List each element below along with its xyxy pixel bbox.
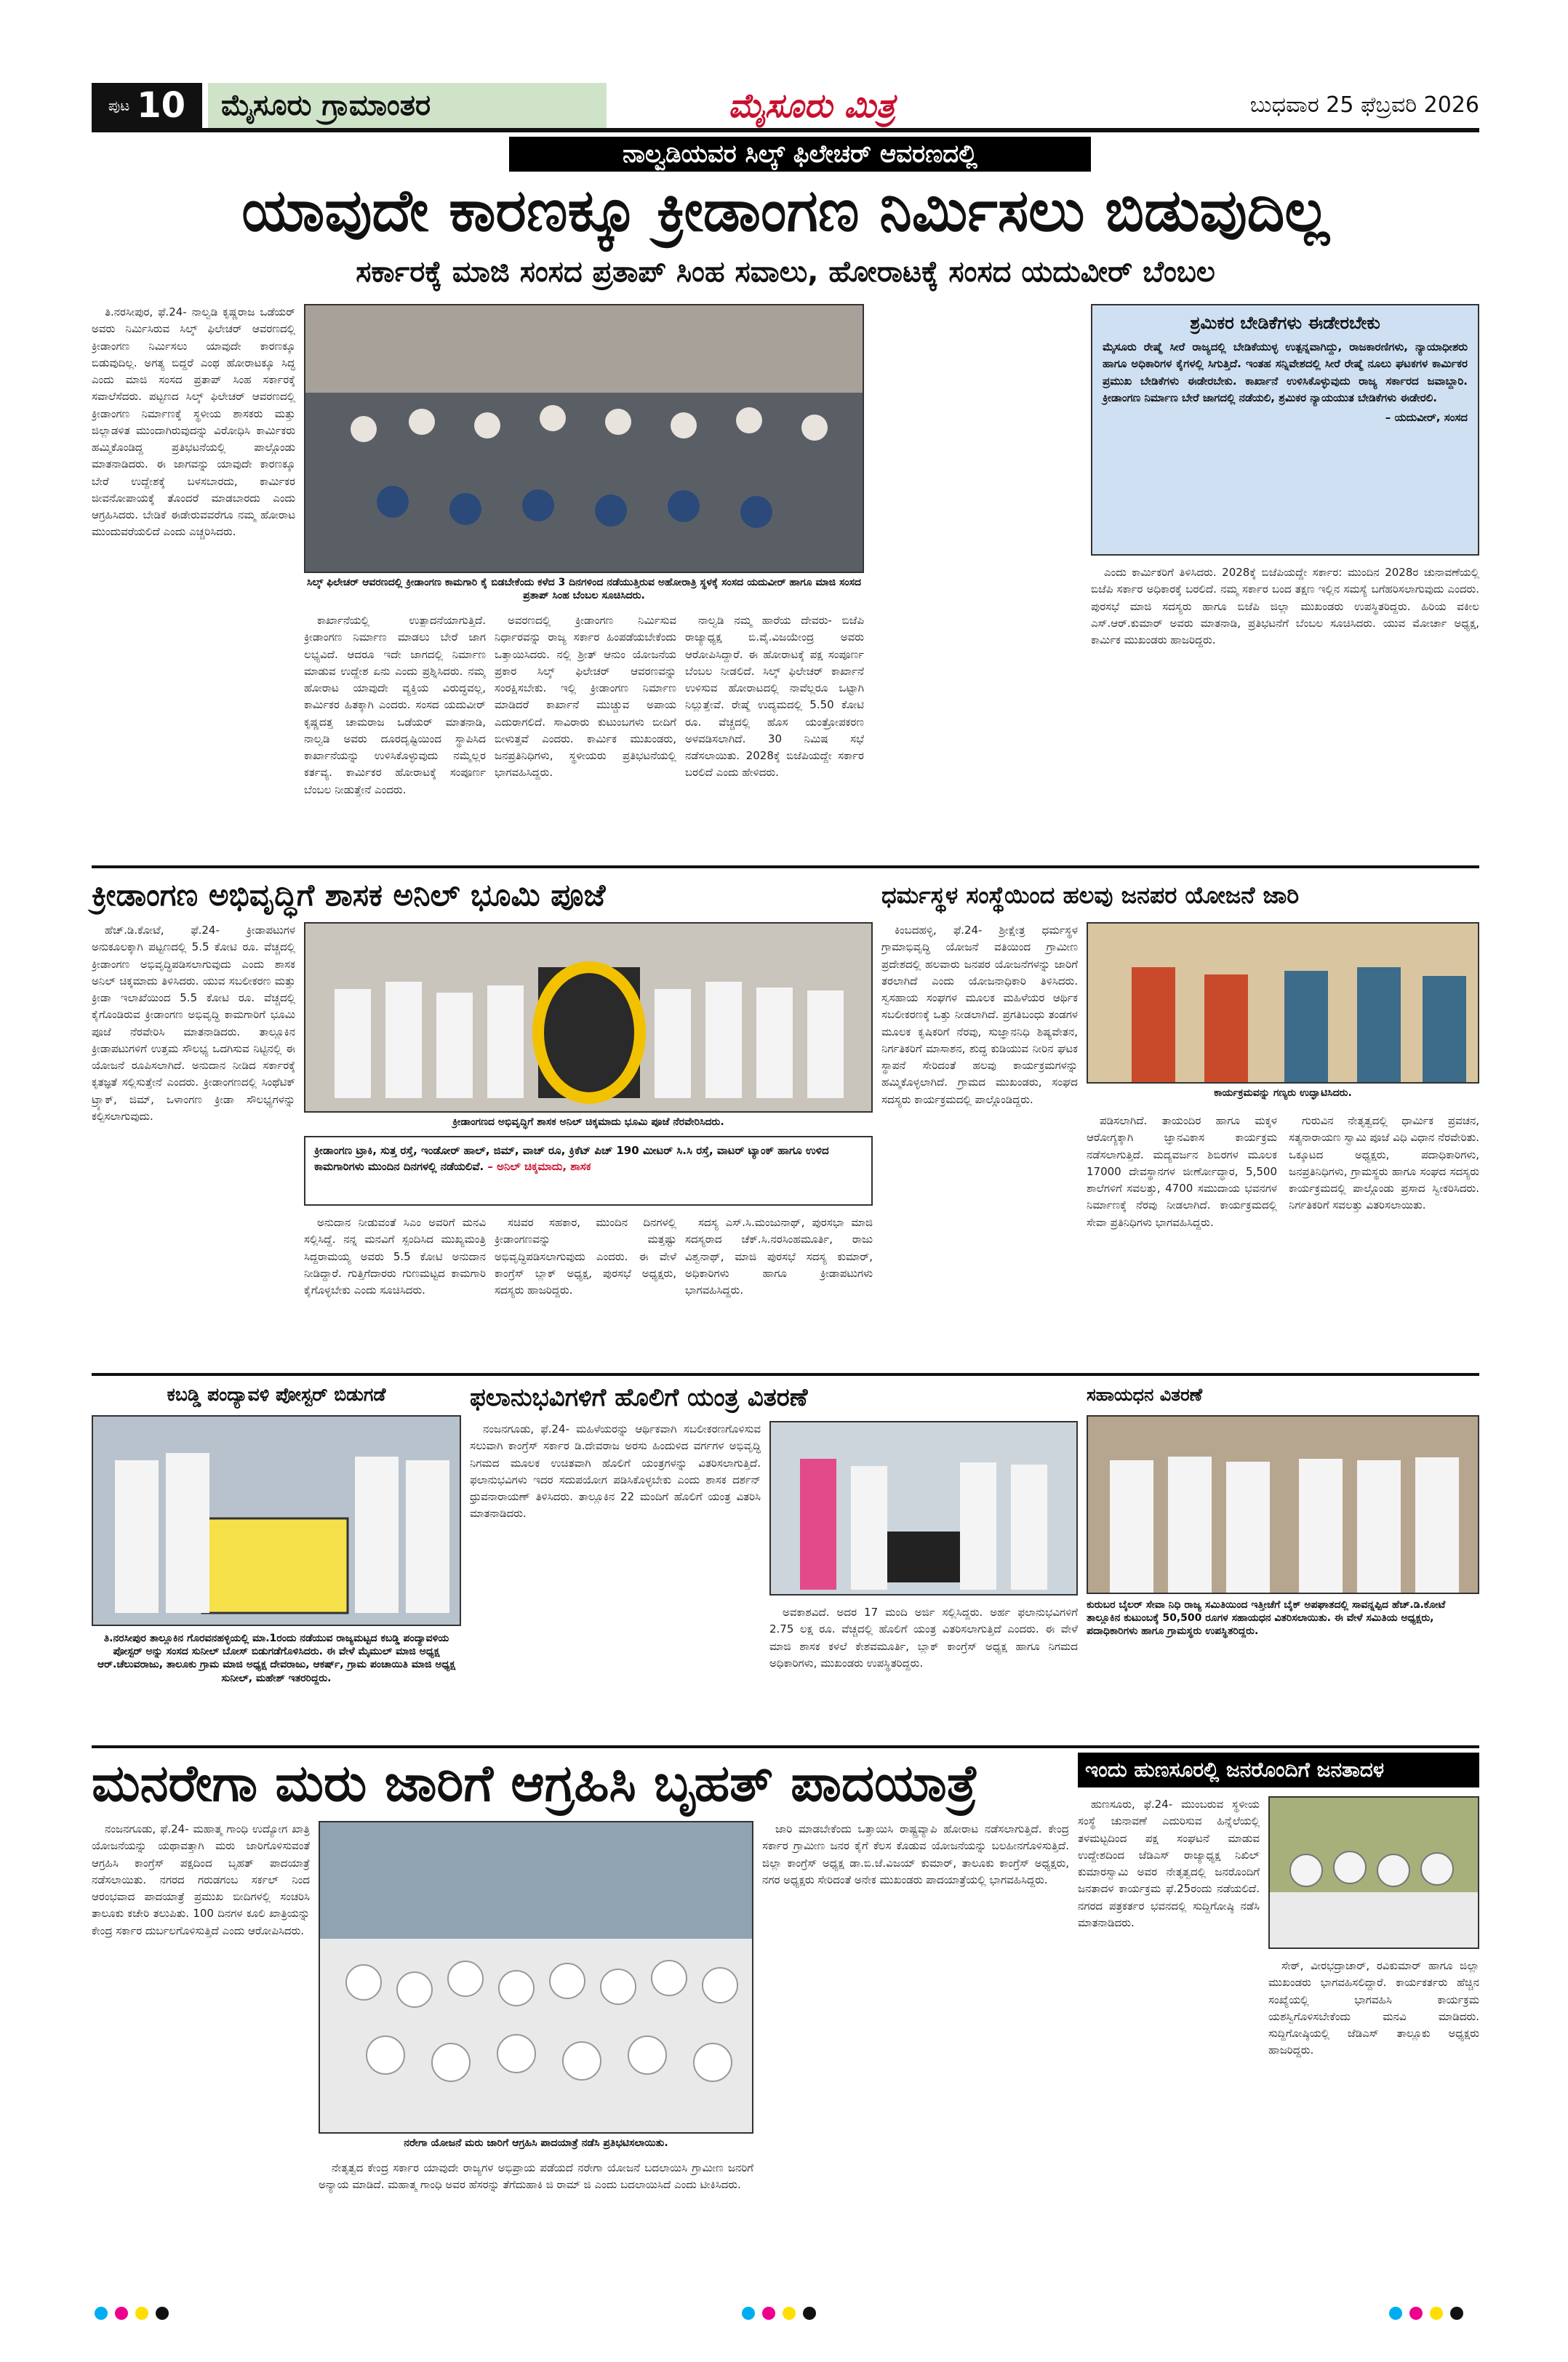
lead-headline: ಯಾವುದೇ ಕಾರಣಕ್ಕೂ ಕ್ರೀಡಾಂಗಣ ನಿರ್ಮಿಸಲು ಬಿಡುವುದಿಲ್ಲ	[241, 177, 1329, 244]
lead-column-1	[92, 304, 295, 857]
sidebar-box	[1091, 304, 1479, 556]
story2-quote-box	[304, 1136, 873, 1206]
story7-photo	[319, 1821, 753, 2134]
story7-body-b: ಜಾರಿ ಮಾಡಬೇಕೆಂದು ಒತ್ತಾಯಿಸಿ ರಾಷ್ಟ್ರವ್ಯಾಪಿ ಹೋರಾಟ ನಡೆಸಲಾಗುತ್ತಿದೆ. ಕೇಂದ್ರ ಸರ್ಕಾರ ಗ್ರಾಮೀಣ ಜನರ ಕೈಗೆ ಕೆಲಸ ಕೊಡುವ ಯೋಜನೆಯನ್ನು ಬಲಹೀನಗೊಳಿಸುತ್ತಿದೆ. ಜಿಲ್ಲಾ ಕಾಂಗ್ರೆಸ್ ಅಧ್ಯಕ್ಷ ಡಾ.ಬಿ.ಜೆ.ವಿಜಯ್ ಕುಮಾರ್, ತಾಲೂಕು ಕಾಂಗ್ರೆಸ್ ಅಧ್ಯಕ್ಷರು, ನಗರ ಅಧ್ಯಕ್ಷರು ಸೇರಿದಂತೆ ಅನೇಕ ಮುಖಂಡರು ಪಾದಯಾತ್ರೆಯಲ್ಲಿ ಭಾಗವಹಿಸಿದ್ದರು.	[762, 1822, 1069, 1886]
page-word: ಪುಟ	[108, 97, 130, 114]
story2-column-2	[304, 1214, 486, 1367]
story5-body-b: ಅವಕಾಶವಿದೆ. ಅದರ 17 ಮಂದಿ ಅರ್ಜಿ ಸಲ್ಲಿಸಿದ್ದರು. ಅರ್ಹ ಫಲಾನುಭವಿಗಳಿಗೆ 2.75 ಲಕ್ಷ ರೂ. ವೆಚ್ಚದಲ್ಲಿ ಹೊಲಿಗೆ ಯಂತ್ರ ವಿತರಿಸಲಾಗುತ್ತಿದೆ ಎಂದರು. ಈ ವೇಳೆ ಮಾಜಿ ಶಾಸಕ ಕಳಲೆ ಕೇಶವಮೂರ್ತಿ, ಬ್ಲಾಕ್ ಕಾಂಗ್ರೆಸ್ ಅಧ್ಯಕ್ಷ ಹಾಗೂ ನಿಗಮದ ಅಧಿಕಾರಿಗಳು, ಮುಖಂಡರು ಉಪಸ್ಥಿತರಿದ್ದರು.	[769, 1606, 1078, 1670]
ceremony-photo-graphic	[1088, 924, 1478, 1082]
registration-marks-left	[95, 2307, 182, 2321]
story8-column-1	[1078, 1796, 1260, 2298]
story5-column-2	[769, 1604, 1078, 1741]
story7-headline: ಮನರೇಗಾ ಮರು ಜಾರಿಗೆ ಆಗ್ರಹಿಸಿ ಬೃಹತ್ ಪಾದಯಾತ್ರೆ	[92, 1753, 978, 1813]
story3-column-3	[1289, 1113, 1479, 1367]
registration-marks-center	[742, 2307, 829, 2321]
sidebar-box-signature: – ಯದುವೀರ್, ಸಂಸದ	[1385, 411, 1468, 424]
cyan-dot	[742, 2307, 755, 2320]
kabaddi-poster-photo-graphic	[93, 1417, 460, 1625]
press-meet-photo-graphic	[1270, 1798, 1478, 1947]
story2-column-4	[685, 1214, 873, 1367]
story2-column-1	[92, 922, 295, 1367]
magenta-dot	[115, 2307, 128, 2320]
lead-body-4: ನಾಲ್ವಡಿ ನಮ್ಮ ಹಾರೆಯ ದೇವರು- ಬಿಜೆಪಿ ರಾಜ್ಯಾಧ್ಯಕ್ಷ ಬಿ.ವೈ.ವಿಜಯೇಂದ್ರ ಅವರು ಆರೋಪಿಸಿದ್ದಾರೆ. ಈ ಹೋರಾಟಕ್ಕೆ ಪಕ್ಷ ಸಂಪೂರ್ಣ ಬೆಂಬಲ ನೀಡಲಿದೆ. ಸಿಲ್ಕ್ ಫಿಲೇಚರ್ ಕಾರ್ಖಾನೆ ಉಳಿಸುವ ಹೋರಾಟದಲ್ಲಿ ನಾವೆಲ್ಲರೂ ಒಟ್ಟಾಗಿ ನಿಲ್ಲುತ್ತೇವೆ. ರೇಷ್ಮೆ ಉದ್ಯಮದಲ್ಲಿ 5.50 ಕೋಟಿ ರೂ. ವೆಚ್ಚದಲ್ಲಿ ಹೊಸ ಯಂತ್ರೋಪಕರಣ ಅಳವಡಿಸಲಾಗಿದೆ. 30 ನಿಮಿಷ ಸಭೆ ನಡೆಸಲಾಯಿತು. 2028ಕ್ಕೆ ಬಿಜೆಪಿಯದ್ದೇ ಸರ್ಕಾರ ಬರಲಿದೆ ಎಂದು ಹೇಳಿದರು.	[685, 614, 864, 780]
sidebar-box-text: ಮೈಸೂರು ರೇಷ್ಮೆ ಸೀರೆ ರಾಜ್ಯದಲ್ಲಿ ಬೇಡಿಕೆಯುಳ್ಳ ಉತ್ಪನ್ನವಾಗಿದ್ದು, ರಾಜಕಾರಣಿಗಳು, ನ್ಯಾಯಾಧೀಶರು ಹಾಗೂ ಅಧಿಕಾರಿಗಳ ಕೈಗಳಲ್ಲಿ ಸಿಗುತ್ತಿದೆ. ಇಂತಹ ಸನ್ನಿವೇಶದಲ್ಲಿ ಸೀರೆ ರೇಷ್ಮೆ ನೂಲು ಘಟಕಗಳ ಕಾರ್ಮಿಕರ ಪ್ರಮುಖ ಬೇಡಿಕೆಗಳು ಈಡೇರಬೇಕು. ಕಾರ್ಖಾನೆ ಉಳಿಸಿಕೊಳ್ಳುವುದು ರಾಜ್ಯ ಸರ್ಕಾರದ ಜವಾಬ್ದಾರಿ. ಕ್ರೀಡಾಂಗಣ ನಿರ್ಮಾಣ ಬೇರೆ ಜಾಗದಲ್ಲಿ ನಡೆಯಲಿ, ಶ್ರಮಿಕರ ನ್ಯಾಯಯುತ ಬೇಡಿಕೆಗಳು ಈಡೇರಲಿ.	[1103, 340, 1468, 404]
black-dot	[803, 2307, 816, 2320]
story3-body-b: ಪಡಿಸಲಾಗಿದೆ. ತಾಯಂದಿರ ಹಾಗೂ ಮಕ್ಕಳ ಆರೋಗ್ಯಕ್ಕಾಗಿ ಜ್ಞಾನವಿಕಾಸ ಕಾರ್ಯಕ್ರಮ ನಡೆಸಲಾಗುತ್ತಿದೆ. ಮದ್ಯವರ್ಜನ ಶಿಬಿರಗಳ ಮೂಲಕ 17000 ದೇವಸ್ಥಾನಗಳ ಜೀರ್ಣೋದ್ಧಾರ, 5,500 ಶಾಲೆಗಳಿಗೆ ಸವಲತ್ತು, 4700 ಸಮುದಾಯ ಭವನಗಳ ನಿರ್ಮಾಣಕ್ಕೆ ನೆರವು ನೀಡಲಾಗಿದೆ. ಕಾರ್ಯಕ್ರಮದಲ್ಲಿ ಸೇವಾ ಪ್ರತಿನಿಧಿಗಳು ಭಾಗವಹಿಸಿದ್ದರು.	[1087, 1114, 1277, 1229]
page-number: 10	[137, 85, 186, 126]
story7-body-c: ನೇತೃತ್ವದ ಕೇಂದ್ರ ಸರ್ಕಾರ ಯಾವುದೇ ರಾಜ್ಯಗಳ ಅಭಿಪ್ರಾಯ ಪಡೆಯದೆ ನರೇಗಾ ಯೋಜನೆ ಬದಲಾಯಿಸಿ ಗ್ರಾಮೀಣ ಜನರಿಗೆ ಅನ್ಯಾಯ ಮಾಡಿದೆ. ಮಹಾತ್ಮ ಗಾಂಧಿ ಅವರ ಹೆಸರನ್ನು ತೆಗೆದುಹಾಕಿ ಜಿ ರಾಮ್ ಜಿ ಎಂದು ಬದಲಾಯಿಸಿದೆ ಎಂದು ಟೀಕಿಸಿದರು.	[319, 2161, 753, 2192]
story6-photo	[1087, 1415, 1479, 1594]
lead-right-column	[1091, 564, 1479, 857]
cyan-dot	[95, 2307, 108, 2320]
story5-column-1	[470, 1421, 761, 1741]
divider	[92, 1373, 1479, 1376]
story4-photo	[92, 1415, 461, 1626]
story8-headline: ಇಂದು ಹುಣಸೂರಲ್ಲಿ ಜನರೊಂದಿಗೆ ಜನತಾದಳ	[1078, 1753, 1479, 1787]
story2-photo	[304, 922, 873, 1113]
story7-column-3	[319, 2160, 753, 2298]
story8-body: ಹುಣಸೂರು, ಫೆ.24- ಮುಂಬರುವ ಸ್ಥಳೀಯ ಸಂಸ್ಥೆ ಚುನಾವಣೆ ಎದುರಿಸುವ ಹಿನ್ನೆಲೆಯಲ್ಲಿ ತಳಮಟ್ಟದಿಂದ ಪಕ್ಷ ಸಂಘಟನೆ ಮಾಡುವ ಉದ್ದೇಶದಿಂದ ಜೆಡಿಎಸ್ ರಾಜ್ಯಾಧ್ಯಕ್ಷ ನಿಖಿಲ್ ಕುಮಾರಸ್ವಾಮಿ ಅವರ ನೇತೃತ್ವದಲ್ಲಿ ಜನರೊಂದಿಗೆ ಜನತಾದಳ ಕಾರ್ಯಕ್ರಮ ಫೆ.25ರಂದು ನಡೆಯಲಿದೆ. ನಗರದ ಪತ್ರಕರ್ತರ ಭವನದಲ್ಲಿ ಸುದ್ದಿಗೋಷ್ಠಿ ನಡೆಸಿ ಮಾತನಾಡಿದರು.	[1078, 1798, 1260, 1929]
story3-photo	[1087, 922, 1479, 1084]
magenta-dot	[1409, 2307, 1423, 2320]
story3-column-1	[881, 922, 1078, 1367]
story7-column-1	[92, 1821, 310, 2298]
story4-caption: ತಿ.ನರಸೀಪುರ ತಾಲ್ಲೂಕಿನ ಗೊರವನಹಳ್ಳಿಯಲ್ಲಿ ಮಾ.1ರಂದು ನಡೆಯುವ ರಾಜ್ಯಮಟ್ಟದ ಕಬಡ್ಡಿ ಪಂದ್ಯಾವಳಿಯ ಪೋಸ್ಟರ್ ಅನ್ನು ಸಂಸದ ಸುನೀಲ್ ಬೋಸ್ ಬಿಡುಗಡೆಗೊಳಿಸಿದರು. ಈ ವೇಳೆ ಮೈಮುಲ್ ಮಾಜಿ ಅಧ್ಯಕ್ಷ ಆರ್.ಚೆಲುವರಾಜು, ತಾಲೂಕು ಗ್ರಾಮ ಮಾಜಿ ಅಧ್ಯಕ್ಷ ದೇವರಾಜು, ಆಕರ್ಷ್, ಗ್ರಾಮ ಪಂಚಾಯಿತಿ ಮಾಜಿ ಅಧ್ಯಕ್ಷ ಸುನೀಲ್, ಮಹೇಶ್ ಇತರರಿದ್ದರು.	[97, 1633, 456, 1684]
story8-body-b: ಸೇಠ್, ವೀರಭದ್ರಾಚಾರ್, ರವಿಕುಮಾರ್ ಹಾಗೂ ಜಿಲ್ಲಾ ಮುಖಂಡರು ಭಾಗವಹಿಸಲಿದ್ದಾರೆ. ಕಾರ್ಯಕರ್ತರು ಹೆಚ್ಚಿನ ಸಂಖ್ಯೆಯಲ್ಲಿ ಭಾಗವಹಿಸಿ ಕಾರ್ಯಕ್ರಮ ಯಶಸ್ವಿಗೊಳಿಸಬೇಕೆಂದು ಮನವಿ ಮಾಡಿದರು. ಸುದ್ದಿಗೋಷ್ಠಿಯಲ್ಲಿ ಜೆಡಿಎಸ್ ತಾಲ್ಲೂಕು ಅಧ್ಯಕ್ಷರು ಹಾಜರಿದ್ದರು.	[1268, 1959, 1479, 2057]
lead-body-2: ಕಾರ್ಖಾನೆಯಲ್ಲಿ ಉತ್ಪಾದನೆಯಾಗುತ್ತಿದೆ. ಕ್ರೀಡಾಂಗಣ ನಿರ್ಮಾಣ ಮಾಡಲು ಬೇರೆ ಜಾಗ ಲಭ್ಯವಿದೆ. ಆದರೂ ಇದೇ ಜಾಗದಲ್ಲಿ ನಿರ್ಮಾಣ ಮಾಡುವ ಉದ್ದೇಶ ಏನು ಎಂದು ಪ್ರಶ್ನಿಸಿದರು. ನಮ್ಮ ಹೋರಾಟ ಯಾವುದೇ ವ್ಯಕ್ತಿಯ ವಿರುದ್ಧವಲ್ಲ, ಕಾರ್ಮಿಕರ ಹಿತಕ್ಕಾಗಿ ಎಂದರು. ಸಂಸದ ಯದುವೀರ್ ಕೃಷ್ಣದತ್ತ ಚಾಮರಾಜ ಒಡೆಯರ್ ಮಾತನಾಡಿ, ನಾಲ್ವಡಿ ಅವರು ದೂರದೃಷ್ಟಿಯಿಂದ ಸ್ಥಾಪಿಸಿದ ಕಾರ್ಖಾನೆಯನ್ನು ಉಳಿಸಿಕೊಳ್ಳುವುದು ನಮ್ಮೆಲ್ಲರ ಕರ್ತವ್ಯ. ಕಾರ್ಮಿಕರ ಹೋರಾಟಕ್ಕೆ ಸಂಪೂರ್ಣ ಬೆಂಬಲ ನೀಡುತ್ತೇನೆ ಎಂದರು.	[304, 614, 486, 796]
story3-photo-caption: ಕಾರ್ಯಕ್ರಮವನ್ನು ಗಣ್ಯರು ಉದ್ಘಾಟಿಸಿದರು.	[1214, 1087, 1352, 1099]
story7-photo-caption: ನರೇಗಾ ಯೋಜನೆ ಮರು ಜಾರಿಗೆ ಆಗ್ರಹಿಸಿ ಪಾದಯಾತ್ರೆ ನಡೆಸಿ ಪ್ರತಿಭಟಿಸಲಾಯಿತು.	[404, 2137, 668, 2149]
story2-photo-caption: ಕ್ರೀಡಾಂಗಣದ ಅಭಿವೃದ್ಧಿಗೆ ಶಾಸಕ ಅನಿಲ್ ಚಿಕ್ಕಮಾದು ಭೂಮಿ ಪೂಜೆ ನೆರವೇರಿಸಿದರು.	[452, 1116, 724, 1128]
lead-column-3	[495, 612, 676, 857]
yellow-dot	[135, 2307, 148, 2320]
rally-photo-graphic	[320, 1822, 752, 2132]
story5-photo	[769, 1421, 1078, 1596]
story3-column-2	[1087, 1113, 1277, 1367]
section-title: ಮೈಸೂರು ಗ್ರಾಮಾಂತರ	[208, 83, 607, 128]
black-dot	[1450, 2307, 1463, 2320]
lead-body-3: ಅವರಣದಲ್ಲಿ ಕ್ರೀಡಾಂಗಣ ನಿರ್ಮಿಸುವ ನಿರ್ಧಾರವನ್ನು ರಾಜ್ಯ ಸರ್ಕಾರ ಹಿಂಪಡೆಯಬೇಕೆಂದು ಒತ್ತಾಯಿಸಿದರು. ನಲ್ಲಿ ಶ್ರೀತ್ ಆನುಂ ಯೋಜನೆಯ ಪ್ರಕಾರ ಸಿಲ್ಕ್ ಫಿಲೇಚರ್ ಆವರಣವನ್ನು ಸಂರಕ್ಷಿಸಬೇಕು. ಇಲ್ಲಿ ಕ್ರೀಡಾಂಗಣ ನಿರ್ಮಾಣ ಮಾಡಿದರೆ ಕಾರ್ಖಾನೆ ಮುಚ್ಚುವ ಅಪಾಯ ಎದುರಾಗಲಿದೆ. ಸಾವಿರಾರು ಕುಟುಂಬಗಳು ಬೀದಿಗೆ ಬೀಳುತ್ತವೆ ಎಂದರು. ಕಾರ್ಮಿಕ ಮುಖಂಡರು, ಜನಪ್ರತಿನಿಧಿಗಳು, ಸ್ಥಳೀಯರು ಪ್ರತಿಭಟನೆಯಲ್ಲಿ ಭಾಗವಹಿಸಿದ್ದರು.	[495, 614, 676, 780]
yellow-dot	[1430, 2307, 1443, 2320]
masthead-logo: ಮೈಸೂರು ಮಿತ್ರ	[728, 86, 895, 125]
lead-column-2	[304, 612, 486, 857]
magenta-dot	[762, 2307, 775, 2320]
story6-headline: ಸಹಾಯಧನ ವಿತರಣೆ	[1087, 1385, 1203, 1405]
story8-column-2	[1268, 1958, 1479, 2298]
sewing-machine-photo-graphic	[771, 1422, 1076, 1594]
story2-quote: ಕ್ರೀಡಾಂಗಣ ಟ್ರಾಕಿ, ಸುತ್ತ ರಸ್ತೆ, ಇಂಡೋರ್ ಹಾಲ್, ಜಿಮ್, ವಾಚ್ ರೂ, ಕ್ರಿಕೆಟ್ ಪಿಚ್ 190 ಮೀಟರ್ ಸಿ.ಸಿ ರಸ್ತೆ, ವಾಟರ್ ಟ್ಯಾಂಕ್ ಹಾಗೂ ಉಳಿದ ಕಾಮಗಾರಿಗಳು ಮುಂದಿನ ದಿನಗಳಲ್ಲಿ ನಡೆಯಲಿವೆ.	[314, 1144, 829, 1173]
cyan-dot	[1389, 2307, 1402, 2320]
lead-column-4	[685, 304, 864, 857]
lead-subhead: ಸರ್ಕಾರಕ್ಕೆ ಮಾಜಿ ಸಂಸದ ಪ್ರತಾಪ್ ಸಿಂಹ ಸವಾಲು, ಹೋರಾಟಕ್ಕೆ ಸಂಸದ ಯದುವೀರ್ ಬೆಂಬಲ	[356, 255, 1215, 289]
story2-body-d: ಸದಸ್ಯ ಎಸ್.ಸಿ.ಮಂಜುನಾಥ್, ಪುರಸಭಾ ಮಾಜಿ ಸದಸ್ಯರಾದ ಚೆಕ್.ಸಿ.ನರಸಿಂಹಮೂರ್ತಿ, ರಾಜು ವಿಶ್ವನಾಥ್, ಮಾಜಿ ಪುರಸಭೆ ಸದಸ್ಯ ಕುಮಾರ್, ಅಧಿಕಾರಿಗಳು ಹಾಗೂ ಕ್ರೀಡಾಪಟುಗಳು ಭಾಗವಹಿಸಿದ್ದರು.	[685, 1216, 873, 1297]
black-dot	[156, 2307, 169, 2320]
story2-body: ಹೆಚ್.ಡಿ.ಕೋಟೆ, ಫೆ.24- ಕ್ರೀಡಾಪಟುಗಳ ಅನುಕೂಲಕ್ಕಾಗಿ ಪಟ್ಟಣದಲ್ಲಿ 5.5 ಕೋಟಿ ರೂ. ವೆಚ್ಚದಲ್ಲಿ ಕ್ರೀಡಾಂಗಣ ಅಭಿವೃದ್ಧಿಪಡಿಸಲಾಗುವುದು ಎಂದು ಶಾಸಕ ಅನಿಲ್ ಚಿಕ್ಕಮಾದು ತಿಳಿಸಿದರು. ಯುವ ಸಬಲೀಕರಣ ಮತ್ತು ಕ್ರೀಡಾ ಇಲಾಖೆಯಿಂದ 5.5 ಕೋಟಿ ರೂ. ವೆಚ್ಚದಲ್ಲಿ ಕೈಗೊಂಡಿರುವ ಕ್ರೀಡಾಂಗಣ ಅಭಿವೃದ್ಧಿ ಕಾಮಗಾರಿಗೆ ಭೂಮಿ ಪೂಜೆ ನೆರವೇರಿಸಿ ಮಾತನಾಡಿದರು. ತಾಲ್ಲೂಕಿನ ಕ್ರೀಡಾಪಟುಗಳಿಗೆ ಉತ್ತಮ ಸೌಲಭ್ಯ ಒದಗಿಸುವ ನಿಟ್ಟಿನಲ್ಲಿ ಈ ಯೋಜನೆ ರೂಪಿಸಲಾಗಿದೆ. ಅನುದಾನ ನೀಡಿದ ಸರ್ಕಾರಕ್ಕೆ ಕೃತಜ್ಞತೆ ಸಲ್ಲಿಸುತ್ತೇನೆ ಎಂದರು. ಕ್ರೀಡಾಂಗಣದಲ್ಲಿ ಸಿಂಥೆಟಿಕ್ ಟ್ರ್ಯಾಕ್, ಜಿಮ್, ಒಳಾಂಗಣ ಕ್ರೀಡಾ ಸೌಲಭ್ಯಗಳನ್ನು ಕಲ್ಪಿಸಲಾಗುವುದು.	[92, 924, 295, 1123]
registration-marks-right	[1389, 2307, 1476, 2321]
story5-body: ನಂಜನಗೂಡು, ಫೆ.24- ಮಹಿಳೆಯರನ್ನು ಆರ್ಥಿಕವಾಗಿ ಸಬಲೀಕರಣಗೊಳಿಸುವ ಸಲುವಾಗಿ ಕಾಂಗ್ರೆಸ್ ಸರ್ಕಾರ ಡಿ.ದೇವರಾಜ ಅರಸು ಹಿಂದುಳಿದ ವರ್ಗಗಳ ಅಭಿವೃದ್ಧಿ ನಿಗಮದ ಮೂಲಕ ಉಚಿತವಾಗಿ ಹೊಲಿಗೆ ಯಂತ್ರಗಳನ್ನು ವಿತರಿಸಲಾಗುತ್ತಿದೆ. ಫಲಾನುಭವಿಗಳು ಇದರ ಸದುಪಯೋಗ ಪಡಿಸಿಕೊಳ್ಳಬೇಕು ಎಂದು ಶಾಸಕ ದರ್ಶನ್ ಧ್ರುವನಾರಾಯಣ್ ತಿಳಿಸಿದರು. ತಾಲ್ಲೂಕಿನ 22 ಮಂದಿಗೆ ಹೊಲಿಗೆ ಯಂತ್ರ ವಿತರಿಸಿ ಮಾತನಾಡಿದರು.	[470, 1422, 761, 1521]
story2-body-c: ಸಚಿವರ ಸಹಕಾರ, ಮುಂದಿನ ದಿನಗಳಲ್ಲಿ ಕ್ರೀಡಾಂಗಣವನ್ನು ಮತ್ತಷ್ಟು ಅಭಿವೃದ್ಧಿಪಡಿಸಲಾಗುವುದು ಎಂದರು. ಈ ವೇಳೆ ಕಾಂಗ್ರೆಸ್ ಬ್ಲಾಕ್ ಅಧ್ಯಕ್ಷ, ಪುರಸಭೆ ಅಧ್ಯಕ್ಷರು, ಸದಸ್ಯರು ಹಾಜರಿದ್ದರು.	[495, 1216, 676, 1297]
sidebar-box-title: ಶ್ರಮಿಕರ ಬೇಡಿಕೆಗಳು ಈಡೇರಬೇಕು	[1190, 313, 1380, 333]
story2-column-3	[495, 1214, 676, 1367]
story2-body-b: ಅನುದಾನ ನೀಡುವಂತೆ ಸಿಎಂ ಅವರಿಗೆ ಮನವಿ ಸಲ್ಲಿಸಿದ್ದೆ. ನನ್ನ ಮನವಿಗೆ ಸ್ಪಂದಿಸಿದ ಮುಖ್ಯಮಂತ್ರಿ ಸಿದ್ದರಾಮಯ್ಯ ಅವರು 5.5 ಕೋಟಿ ಅನುದಾನ ನೀಡಿದ್ದಾರೆ. ಗುತ್ತಿಗೆದಾರರು ಗುಣಮಟ್ಟದ ಕಾಮಗಾರಿ ಕೈಗೊಳ್ಳಬೇಕು ಎಂದು ಸೂಚಿಸಿದರು.	[304, 1216, 486, 1297]
page-number-box	[92, 83, 202, 128]
issue-date: ಬುಧವಾರ 25 ಫೆಬ್ರವರಿ 2026	[1249, 92, 1479, 118]
page-header	[92, 80, 1479, 132]
story4-headline: ಕಬಡ್ಡಿ ಪಂದ್ಯಾವಳಿ ಪೋಸ್ಟರ್ ಬಿಡುಗಡೆ	[167, 1384, 386, 1405]
lead-photo-caption: ಸಿಲ್ಕ್ ಫಿಲೇಚರ್ ಆವರಣದಲ್ಲಿ ಕ್ರೀಡಾಂಗಣ ಕಾಮಗಾರಿ ಕೈ ಬಿಡಬೇಕೆಂದು ಕಳೆದ 3 ದಿನಗಳಿಂದ ನಡೆಯುತ್ತಿರುವ ಅಹೋರಾತ್ರಿ ಸ್ಥಳಕ್ಕೆ ಸಂಸದ ಯದುವೀರ್ ಹಾಗೂ ಮಾಜಿ ಸಂಸದ ಪ್ರತಾಪ್ ಸಿಂಹ ಬೆಂಬಲ ಸೂಚಿಸಿದರು.	[306, 577, 862, 602]
story6-caption: ಕುರುಬರ ಬೈಲರ್ ಸೇವಾ ನಿಧಿ ರಾಜ್ಯ ಸಮಿತಿಯಿಂದ ಇತ್ತೀಚೆಗೆ ಬೈಕ್ ಅಪಘಾತದಲ್ಲಿ ಸಾವನ್ನಪ್ಪಿದ ಹೆಚ್.ಡಿ.ಕೋಟೆ ತಾಲ್ಲೂಕಿನ ಕುಟುಂಬಕ್ಕೆ 50,500 ರೂಗಳ ಸಹಾಯಧನ ವಿತರಿಸಲಾಯಿತು. ಈ ವೇಳೆ ಸಮಿತಿಯ ಅಧ್ಯಕ್ಷರು, ಪದಾಧಿಕಾರಿಗಳು ಹಾಗೂ ಗ್ರಾಮಸ್ಥರು ಉಪಸ್ಥಿತರಿದ್ದರು.	[1087, 1599, 1446, 1638]
story2-quote-attribution: – ಅನಿಲ್ ಚಿಕ್ಕಮಾದು, ಶಾಸಕ	[487, 1159, 591, 1173]
yellow-dot	[783, 2307, 796, 2320]
story7-body: ನಂಜನಗೂಡು, ಫೆ.24- ಮಹಾತ್ಮ ಗಾಂಧಿ ಉದ್ಯೋಗ ಖಾತ್ರಿ ಯೋಜನೆಯನ್ನು ಯಥಾವತ್ತಾಗಿ ಮರು ಜಾರಿಗೊಳಿಸುವಂತೆ ಆಗ್ರಹಿಸಿ ಕಾಂಗ್ರೆಸ್ ಪಕ್ಷದಿಂದ ಬೃಹತ್ ಪಾದಯಾತ್ರೆ ನಡೆಸಲಾಯಿತು. ನಗರದ ಗರುಡಗಂಬ ಸರ್ಕಲ್ ನಿಂದ ಆರಂಭವಾದ ಪಾದಯಾತ್ರೆ ಪ್ರಮುಖ ಬೀದಿಗಳಲ್ಲಿ ಸಂಚರಿಸಿ ತಾಲೂಕು ಕಚೇರಿ ತಲುಪಿತು. 100 ದಿನಗಳ ಕೂಲಿ ಖಾತ್ರಿಯನ್ನು ಕೇಂದ್ರ ಸರ್ಕಾರ ದುರ್ಬಲಗೊಳಿಸುತ್ತಿದೆ ಎಂದು ಆರೋಪಿಸಿದರು.	[92, 1822, 310, 1937]
story8-photo	[1268, 1796, 1479, 1949]
story2-headline: ಕ್ರೀಡಾಂಗಣ ಅಭಿವೃದ್ಧಿಗೆ ಶಾಸಕ ಅನಿಲ್ ಭೂಮಿ ಪೂಜೆ	[92, 877, 606, 913]
divider	[92, 1745, 1479, 1748]
lead-body-1: ತಿ.ನರಸೀಪುರ, ಫೆ.24- ನಾಲ್ವಡಿ ಕೃಷ್ಣರಾಜ ಒಡೆಯರ್ ಅವರು ನಿರ್ಮಿಸಿರುವ ಸಿಲ್ಕ್ ಫಿಲೇಚರ್ ಆವರಣದಲ್ಲಿ ಕ್ರೀಡಾಂಗಣ ನಿರ್ಮಿಸಲು ಯಾವುದೇ ಕಾರಣಕ್ಕೂ ಬಿಡುವುದಿಲ್ಲ. ಅಗತ್ಯ ಬಿದ್ದರೆ ಎಂಥ ಹೋರಾಟಕ್ಕೂ ಸಿದ್ಧ ಎಂದು ಮಾಜಿ ಸಂಸದ ಪ್ರತಾಪ್ ಸಿಂಹ ಸರ್ಕಾರಕ್ಕೆ ಸವಾಲೆಸೆದರು. ಪಟ್ಟಣದ ಸಿಲ್ಕ್ ಫಿಲೇಚರ್ ಆವರಣದಲ್ಲಿ ಕ್ರೀಡಾಂಗಣ ನಿರ್ಮಾಣಕ್ಕೆ ಸ್ಥಳೀಯ ಶಾಸಕರು ಮತ್ತು ಜಿಲ್ಲಾಡಳಿತ ಮುಂದಾಗಿರುವುದನ್ನು ವಿರೋಧಿಸಿ ಕಾರ್ಮಿಕರು ಹಮ್ಮಿಕೊಂಡಿದ್ದ ಪ್ರತಿಭಟನೆಯಲ್ಲಿ ಪಾಲ್ಗೊಂಡು ಮಾತನಾಡಿದರು. ಈ ಜಾಗವನ್ನು ಯಾವುದೇ ಕಾರಣಕ್ಕೂ ಬೇರೆ ಉದ್ದೇಶಕ್ಕೆ ಬಳಸಬಾರದು, ಕಾರ್ಮಿಕರ ಜೀವನೋಪಾಯಕ್ಕೆ ತೊಂದರೆ ಮಾಡಬಾರದು ಎಂದು ಆಗ್ರಹಿಸಿದರು. ಬೇಡಿಕೆ ಈಡೇರುವವರೆಗೂ ನಮ್ಮ ಹೋರಾಟ ಮುಂದುವರೆಯಲಿದೆ ಎಂದು ಎಚ್ಚರಿಸಿದರು.	[92, 305, 295, 539]
story7-column-2	[762, 1821, 1069, 2298]
divider	[92, 865, 1479, 868]
donation-photo-graphic	[1088, 1417, 1478, 1593]
story3-body: ಕಿಂಬದಹಳ್ಳಿ, ಫೆ.24- ಶ್ರೀಕ್ಷೇತ್ರ ಧರ್ಮಸ್ಥಳ ಗ್ರಾಮಾಭಿವೃದ್ಧಿ ಯೋಜನೆ ವತಿಯಿಂದ ಗ್ರಾಮೀಣ ಪ್ರದೇಶದಲ್ಲಿ ಹಲವಾರು ಜನಪರ ಯೋಜನೆಗಳನ್ನು ಜಾರಿಗೆ ತರಲಾಗಿದೆ ಎಂದು ಯೋಜನಾಧಿಕಾರಿ ತಿಳಿಸಿದರು. ಸ್ವಸಹಾಯ ಸಂಘಗಳ ಮೂಲಕ ಮಹಿಳೆಯರ ಆರ್ಥಿಕ ಸಬಲೀಕರಣಕ್ಕೆ ಒತ್ತು ನೀಡಲಾಗಿದೆ. ಪ್ರಗತಿಬಂಧು ತಂಡಗಳ ಮೂಲಕ ಕೃಷಿಕರಿಗೆ ನೆರವು, ಸುಜ್ಞಾನನಿಧಿ ಶಿಷ್ಯವೇತನ, ನಿರ್ಗತಿಕರಿಗೆ ಮಾಸಾಶನ, ಶುದ್ಧ ಕುಡಿಯುವ ನೀರಿನ ಘಟಕ ಸ್ಥಾಪನೆ ಸೇರಿದಂತೆ ಹಲವು ಕಾರ್ಯಕ್ರಮಗಳನ್ನು ಹಮ್ಮಿಕೊಳ್ಳಲಾಗಿದೆ. ಗ್ರಾಮದ ಮುಖಂಡರು, ಸಂಘದ ಸದಸ್ಯರು ಕಾರ್ಯಕ್ರಮದಲ್ಲಿ ಪಾಲ್ಗೊಂಡಿದ್ದರು.	[881, 924, 1078, 1106]
lead-right-text: ಎಂದು ಕಾರ್ಮಿಕರಿಗೆ ತಿಳಿಸಿದರು. 2028ಕ್ಕೆ ಬಿಜೆಪಿಯದ್ದೇ ಸರ್ಕಾರ: ಮುಂದಿನ 2028ರ ಚುನಾವಣೆಯಲ್ಲಿ ಬಿಜೆಪಿ ಸರ್ಕಾರ ಅಧಿಕಾರಕ್ಕೆ ಬರಲಿದೆ. ನಮ್ಮ ಸರ್ಕಾರ ಬಂದ ತಕ್ಷಣ ಇಲ್ಲಿನ ಸಮಸ್ಯೆ ಬಗೆಹರಿಸಲಾಗುವುದು ಎಂದರು. ಪುರಸಭೆ ಮಾಜಿ ಸದಸ್ಯರು ಹಾಗೂ ಬಿಜೆಪಿ ಜಿಲ್ಲಾ ಮುಖಂಡರು ಉಪಸ್ಥಿತರಿದ್ದರು. ಹಿರಿಯ ವಕೀಲ ಎಸ್.ಆರ್.ಕುಮಾರ್ ಅವರು ಮಾತನಾಡಿ, ಪ್ರತಿಭಟನೆಗೆ ಬೆಂಬಲ ಸೂಚಿಸಿದರು. ಯುವ ಮೋರ್ಚಾ ಅಧ್ಯಕ್ಷ, ಕಾರ್ಮಿಕ ಮುಖಂಡರು ಹಾಜರಿದ್ದರು.	[1091, 566, 1479, 646]
lead-kicker: ನಾಲ್ವಡಿಯವರ ಸಿಲ್ಕ್ ಫಿಲೇಚರ್ ಆವರಣದಲ್ಲಿ	[509, 137, 1091, 172]
story5-headline: ಫಲಾನುಭವಿಗಳಿಗೆ ಹೊಲಿಗೆ ಯಂತ್ರ ವಿತರಣೆ	[470, 1383, 808, 1412]
bhoomi-pooja-photo-graphic	[305, 924, 871, 1111]
story3-body-c: ಗುರುವಿನ ನೇತೃತ್ವದಲ್ಲಿ ಧಾರ್ಮಿಕ ಪ್ರವಚನ, ಸತ್ಯನಾರಾಯಣ ಸ್ವಾಮಿ ಪೂಜೆ ವಿಧಿ ವಿಧಾನ ನೆರವೇರಿತು. ಒಕ್ಕೂಟದ ಅಧ್ಯಕ್ಷರು, ಪದಾಧಿಕಾರಿಗಳು, ಜನಪ್ರತಿನಿಧಿಗಳು, ಗ್ರಾಮಸ್ಥರು ಹಾಗೂ ಸಂಘದ ಸದಸ್ಯರು ಕಾರ್ಯಕ್ರಮದಲ್ಲಿ ಪಾಲ್ಗೊಂಡು ಪ್ರಸಾದ ಸ್ವೀಕರಿಸಿದರು. ನಿರ್ಗತಿಕರಿಗೆ ಸವಲತ್ತು ವಿತರಿಸಲಾಯಿತು.	[1289, 1114, 1479, 1212]
story3-headline: ಧರ್ಮಸ್ಥಳ ಸಂಸ್ಥೆಯಿಂದ ಹಲವು ಜನಪರ ಯೋಜನೆ ಜಾರಿ	[881, 881, 1300, 909]
